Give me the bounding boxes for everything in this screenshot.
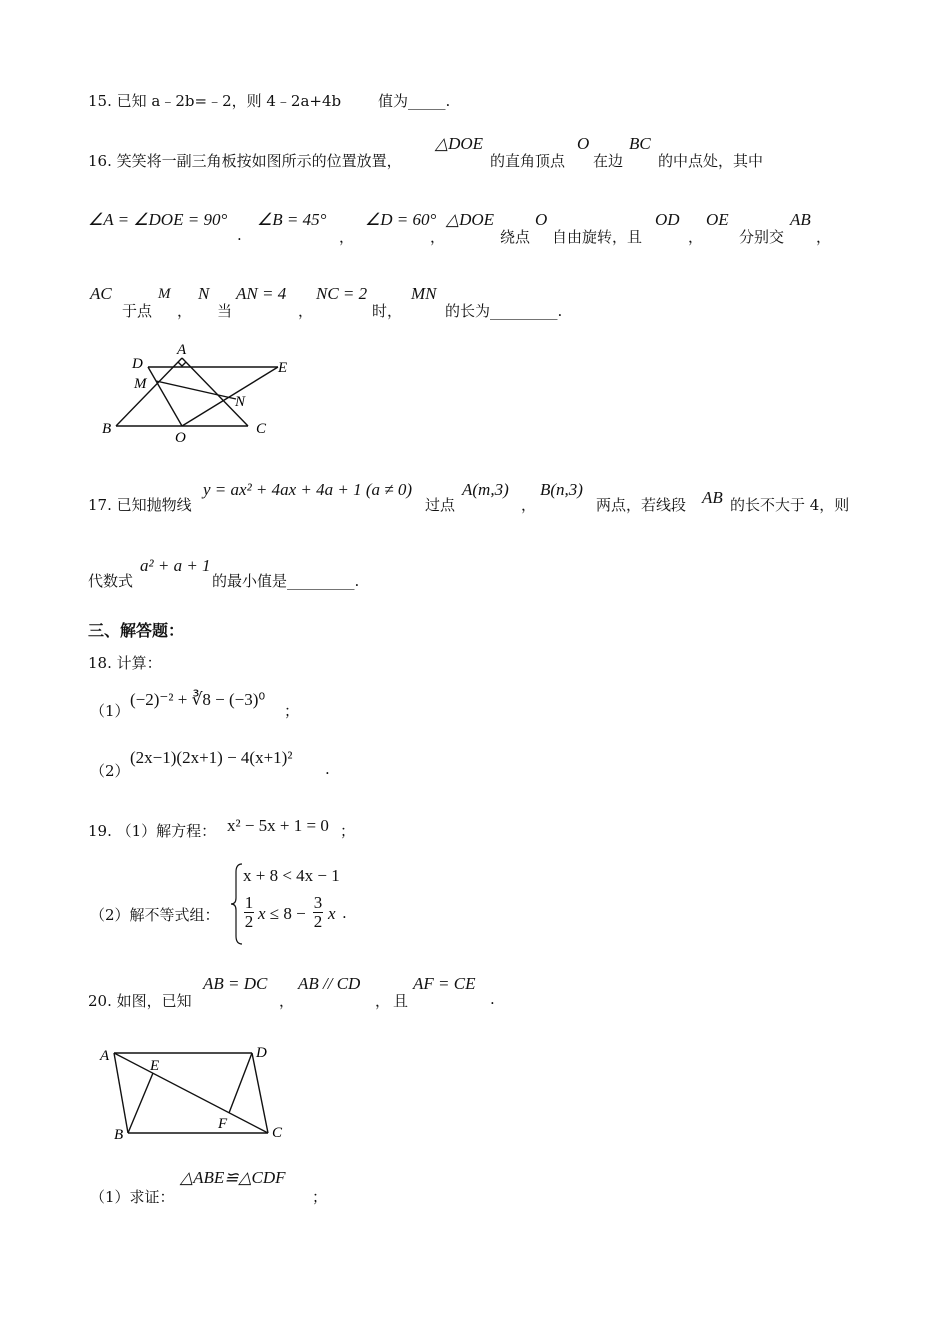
- q16-eq3: ∠D = 60°: [365, 210, 437, 229]
- q19-dot: .: [342, 904, 347, 922]
- q16-comma3: ，: [688, 228, 704, 246]
- q16-mn: MN: [411, 284, 437, 303]
- q20-period: .: [490, 990, 495, 1008]
- q20-semicolon: ；: [312, 1188, 328, 1206]
- fig1-label-e: E: [278, 360, 288, 376]
- q16-text-4: 的中点处，其中: [658, 152, 764, 170]
- q16-doe: △DOE: [435, 134, 484, 153]
- fig1-label-c: C: [256, 421, 267, 437]
- fig2-label-b: B: [114, 1127, 124, 1143]
- q19-ineq2a: x ≤ 8 −: [258, 904, 306, 923]
- q20-comma1: ，: [279, 992, 295, 1010]
- q17-text-5: 代数式: [88, 572, 134, 590]
- fig2-label-f: F: [218, 1116, 228, 1132]
- fig2-label-c: C: [272, 1125, 283, 1141]
- q18-part1-label: （1）: [90, 702, 130, 720]
- q17-pa: A(m,3): [462, 480, 509, 499]
- q16-comma5: ，: [177, 302, 193, 320]
- q18-expr2: (2x−1)(2x+1) − 4(x+1)²: [130, 748, 293, 767]
- fig1-line-oe: [182, 367, 278, 426]
- q19-frac2: 3 2: [313, 893, 323, 931]
- q16-an: AN = 4: [236, 284, 287, 303]
- q17-comma1: ，: [521, 496, 537, 514]
- q17-ab: AB: [702, 488, 723, 507]
- q20-part1-label: （1）求证：: [90, 1188, 175, 1206]
- q18-expr1: (−2)⁻² + ∛8 − (−3)⁰: [130, 690, 266, 709]
- q16-o: O: [577, 134, 590, 153]
- q16-text-2: 的直角顶点: [490, 152, 566, 170]
- fig2-label-d: D: [256, 1045, 267, 1061]
- fig2-line-ac: [114, 1053, 268, 1133]
- q19-semicolon: ；: [340, 822, 356, 840]
- q16-comma1: ，: [339, 228, 355, 246]
- fig1-label-m: M: [134, 376, 147, 392]
- fig2-label-e: E: [150, 1058, 160, 1074]
- q16-comma2: ，: [430, 228, 446, 246]
- q16-dot: .: [237, 226, 242, 244]
- q17-text-4: 的长不大于 4，则: [730, 496, 850, 514]
- q16-ab: AB: [790, 210, 811, 229]
- q16-text-11: 的长为_________.: [445, 302, 563, 320]
- fig1-label-b: B: [102, 421, 112, 437]
- q19-frac1: 1 2: [244, 893, 254, 931]
- q16-eq2: ∠B = 45°: [257, 210, 327, 229]
- q20-text-1: 20. 如图，已知: [88, 992, 192, 1010]
- q20-comma2: ，: [375, 992, 391, 1010]
- q17-text-3: 两点，若线段: [596, 496, 687, 514]
- q18-period: .: [325, 760, 330, 778]
- q16-od: OD: [655, 210, 680, 229]
- q18-part2-label: （2）: [90, 762, 130, 780]
- q15-answer: 值为_____.: [378, 92, 451, 110]
- q16-text-7: 分别交: [739, 228, 785, 246]
- figure-parallelogram: [98, 1040, 298, 1144]
- fig1-label-d: D: [132, 356, 143, 372]
- section-heading: 三、解答题：: [88, 621, 185, 640]
- fig2-line-dc: [252, 1053, 268, 1133]
- q16-bc: BC: [629, 134, 651, 153]
- q17-text-2: 过点: [425, 496, 456, 514]
- q17-text-6: 的最小值是_________.: [212, 572, 360, 590]
- fig1-line-mn: [156, 381, 236, 399]
- fig1-label-a: A: [177, 342, 187, 358]
- q18-title: 18. 计算：: [88, 654, 162, 672]
- q18-semicolon: ；: [284, 702, 300, 720]
- fig2-line-fd: [229, 1053, 252, 1113]
- q17-text-1: 17. 已知抛物线: [88, 496, 192, 514]
- fig2-label-a: A: [100, 1048, 110, 1064]
- q15-line: [88, 90, 341, 111]
- q16-text-3: 在边: [593, 152, 624, 170]
- q16-text-9: 当: [217, 302, 233, 320]
- q19-part1: 19. （1）解方程：: [88, 822, 217, 840]
- q16-oe: OE: [706, 210, 729, 229]
- fig1-label-n: N: [235, 394, 246, 410]
- q15-number: 15.: [88, 92, 112, 110]
- q16-text-5: 绕点: [500, 228, 531, 246]
- fig2-line-be: [128, 1073, 153, 1133]
- q16-n: N: [198, 284, 210, 303]
- figure-triangles: [98, 340, 308, 445]
- q16-text-8: 于点: [122, 302, 153, 320]
- q20-proof: △ABE≌△CDF: [180, 1168, 286, 1187]
- fig2-line-ab: [114, 1053, 128, 1133]
- q15-text: 已知 a﹣2b=﹣2，则 4﹣2a+4b: [116, 92, 342, 110]
- q16-text-1: 16. 笑笑将一副三角板按如图所示的位置放置，: [88, 152, 402, 170]
- q17-eq: y = ax² + 4ax + 4a + 1 (a ≠ 0): [203, 480, 413, 499]
- q16-eq1: ∠A = ∠DOE = 90°: [88, 210, 228, 229]
- q20-c2: AB // CD: [298, 974, 361, 993]
- q16-m: M: [158, 286, 171, 302]
- q16-o2: O: [535, 210, 548, 229]
- q17-expr: a² + a + 1: [140, 556, 211, 575]
- q16-ac: AC: [90, 284, 112, 303]
- q19-ineq1: x + 8 < 4x − 1: [243, 866, 340, 885]
- q19-part2-label: （2）解不等式组：: [90, 906, 220, 924]
- q19-eq: x² − 5x + 1 = 0: [227, 816, 329, 835]
- q16-nc: NC = 2: [316, 284, 368, 303]
- q16-doe2: △DOE: [446, 210, 495, 229]
- q20-c3: AF = CE: [413, 974, 476, 993]
- q16-text-10: 时，: [372, 302, 403, 320]
- q17-pb: B(n,3): [540, 480, 583, 499]
- q20-c1: AB = DC: [203, 974, 268, 993]
- q20-text-2: 且: [393, 992, 409, 1010]
- q16-text-6: 自由旋转，且: [552, 228, 643, 246]
- fig1-label-o: O: [175, 430, 186, 445]
- q16-comma6: ，: [298, 302, 314, 320]
- q19-ineq2b: x: [328, 904, 336, 923]
- fig1-right-angle-mark: [178, 362, 186, 366]
- q16-comma4: ，: [816, 228, 832, 246]
